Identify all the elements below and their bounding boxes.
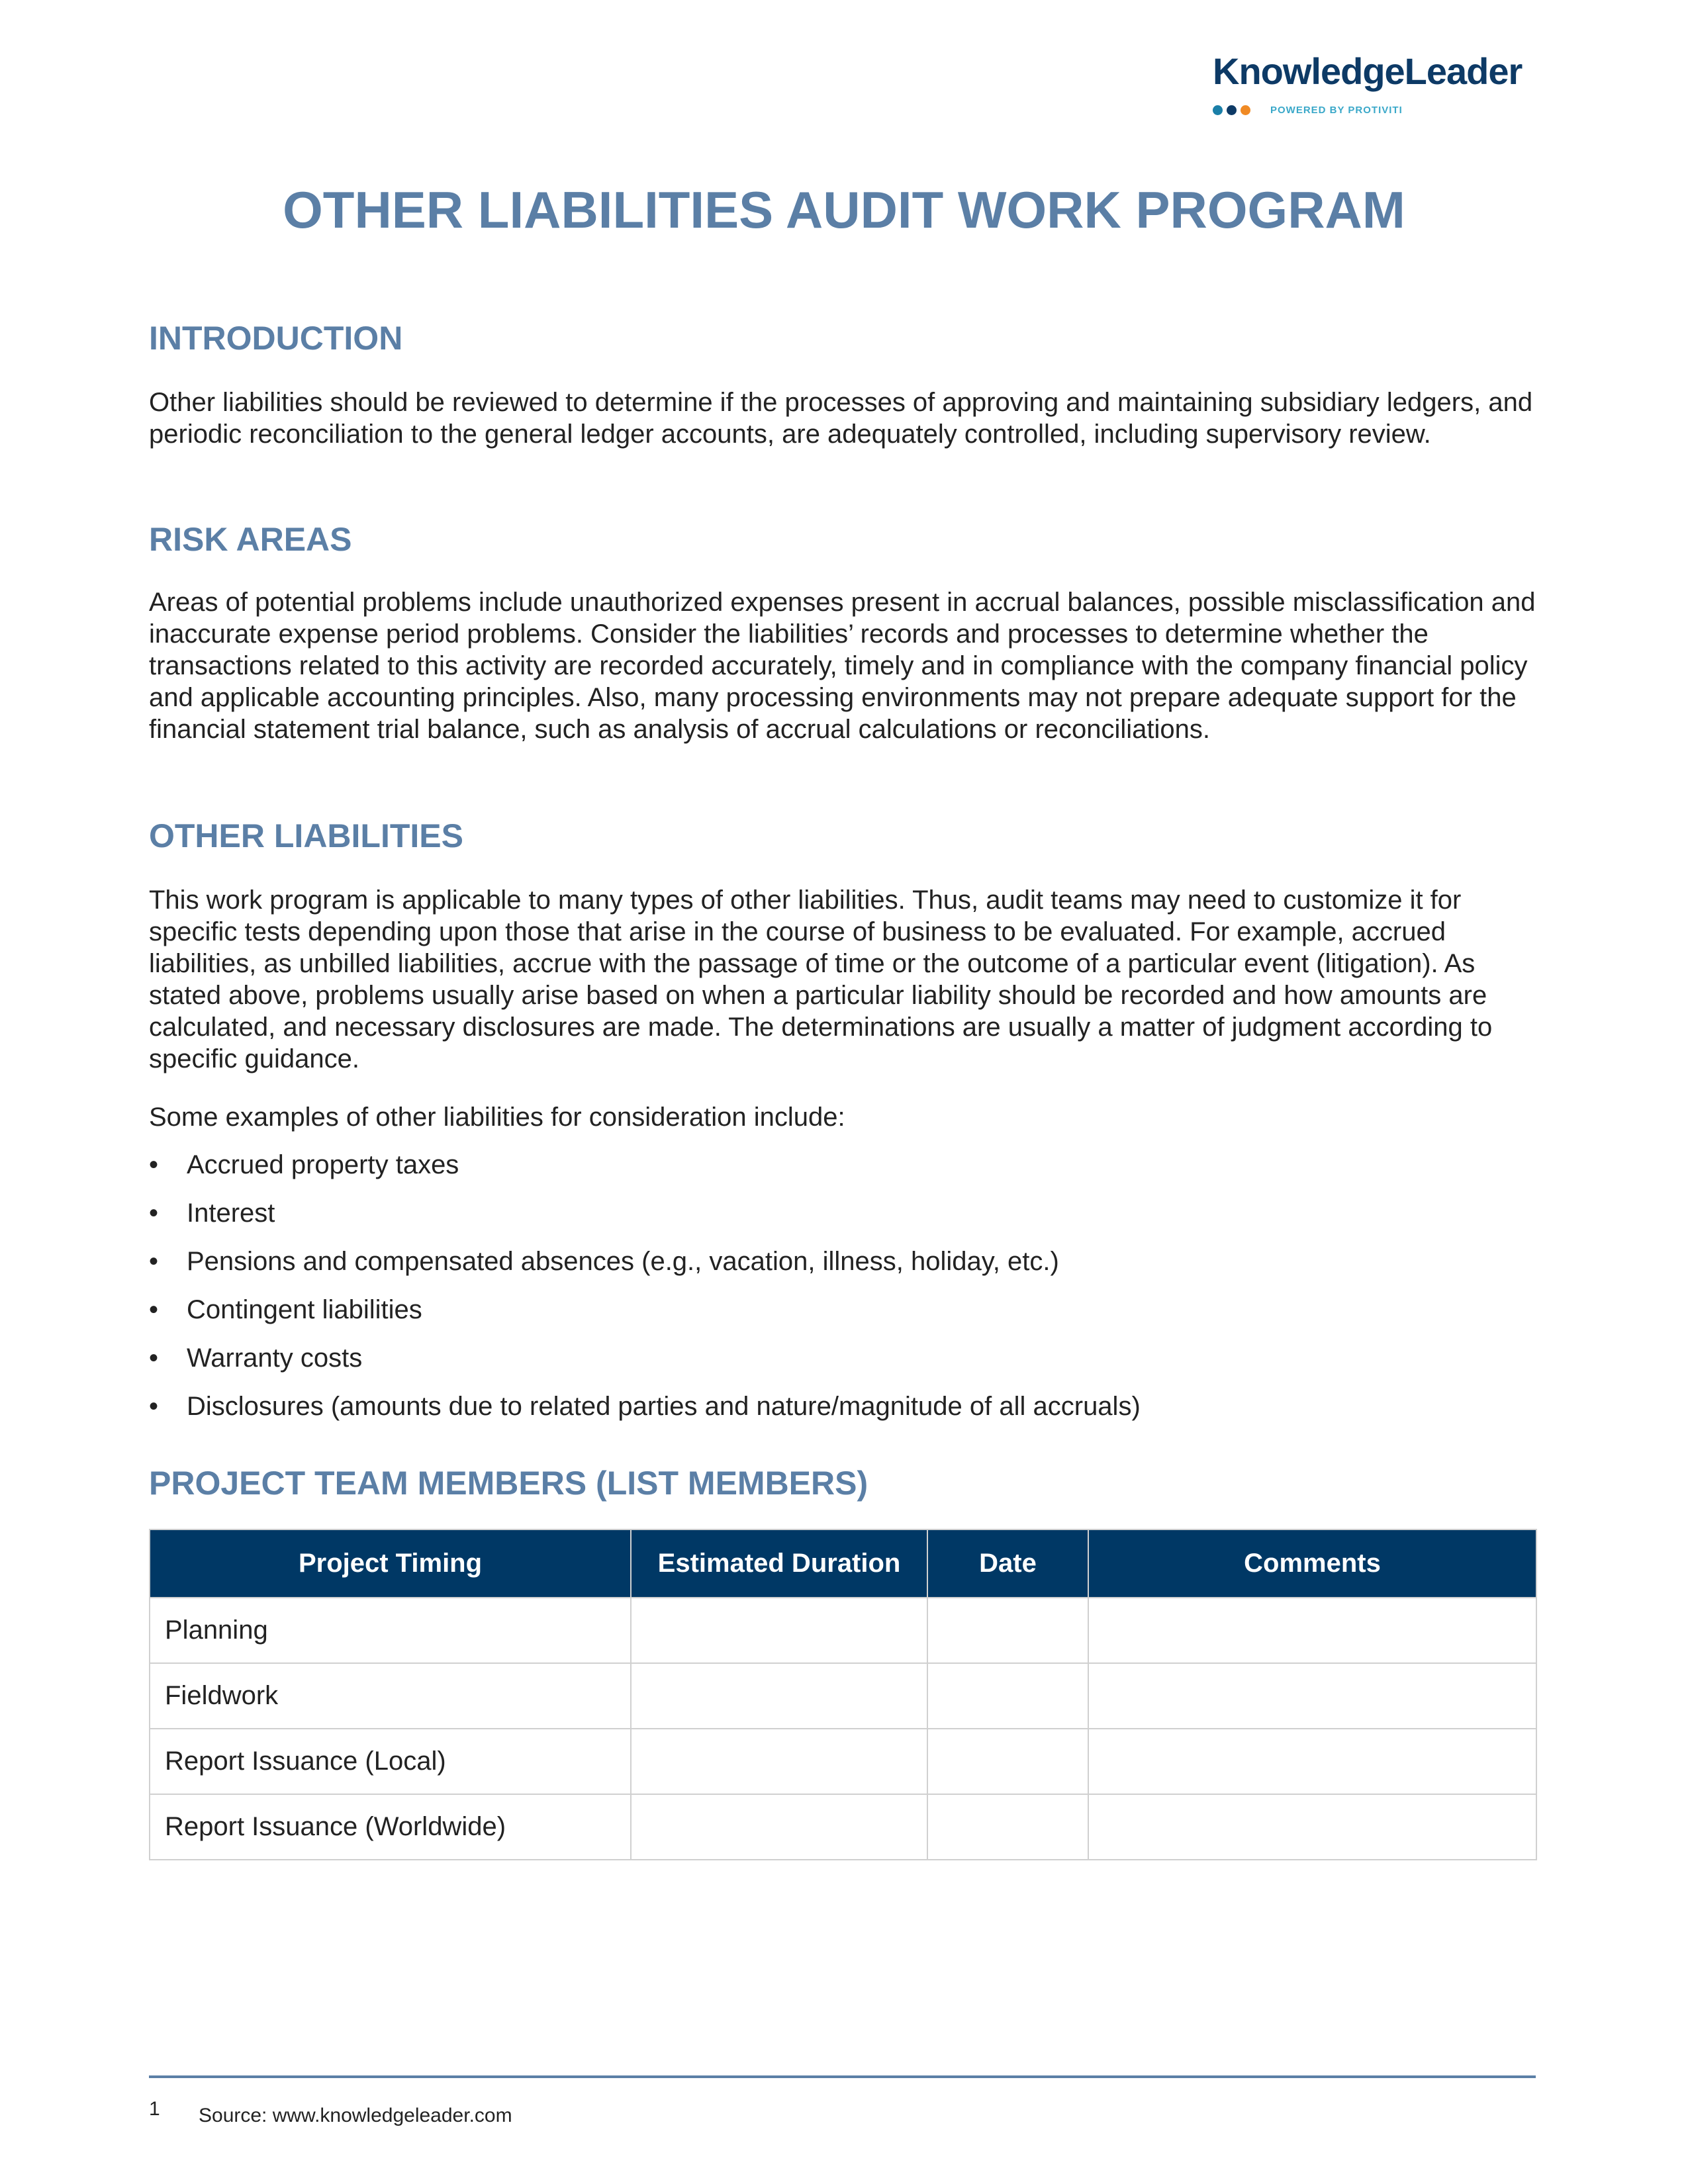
date-cell[interactable] xyxy=(927,1729,1088,1794)
bullet-icon: • xyxy=(149,1295,159,1324)
estimated-duration-cell[interactable] xyxy=(631,1663,927,1729)
list-item-text: Warranty costs xyxy=(187,1343,363,1373)
date-cell[interactable] xyxy=(927,1598,1088,1663)
brand-dot-icon xyxy=(1241,105,1250,115)
examples-intro: Some examples of other liabilities for consideration include: xyxy=(149,1103,845,1132)
estimated-duration-cell[interactable] xyxy=(631,1598,927,1663)
risk-areas-heading: RISK AREAS xyxy=(149,521,352,558)
project-timing-table xyxy=(149,1529,1537,1860)
introduction-body: Other liabilities should be reviewed to determine if the processes of approving and maintaining subsidiary ledgers, and periodic reconciliation to the general ledger accounts, are adequately controlled, including supervisory review. xyxy=(149,388,1533,449)
list-item xyxy=(149,1246,1141,1294)
table-row xyxy=(150,1598,1536,1663)
list-item-text: Accrued property taxes xyxy=(187,1150,459,1179)
project-timing-cell: Report Issuance (Worldwide) xyxy=(150,1794,631,1860)
table-row xyxy=(150,1794,1536,1860)
list-item-text: Contingent liabilities xyxy=(187,1295,422,1324)
project-timing-cell: Planning xyxy=(150,1598,631,1663)
list-item-text: Interest xyxy=(187,1199,275,1228)
list-item-text: Disclosures (amounts due to related parties and nature/magnitude of all accruals) xyxy=(187,1392,1141,1421)
bullet-icon: • xyxy=(149,1199,159,1228)
table-row xyxy=(150,1663,1536,1729)
column-header-project-timing: Project Timing xyxy=(150,1529,631,1598)
column-header-date: Date xyxy=(927,1529,1088,1598)
knowledgeleader-logo xyxy=(1213,50,1530,126)
comments-cell[interactable] xyxy=(1088,1598,1536,1663)
date-cell[interactable] xyxy=(927,1663,1088,1729)
date-cell[interactable] xyxy=(927,1794,1088,1860)
team-heading: PROJECT TEAM MEMBERS (LIST MEMBERS) xyxy=(149,1465,868,1502)
list-item xyxy=(149,1197,1141,1246)
comments-cell[interactable] xyxy=(1088,1663,1536,1729)
source-note: Source: www.knowledgeleader.com xyxy=(199,2105,512,2126)
estimated-duration-cell[interactable] xyxy=(631,1729,927,1794)
brand-name: KnowledgeLeader xyxy=(1213,50,1523,92)
column-header-comments: Comments xyxy=(1088,1529,1536,1598)
bullet-icon: • xyxy=(149,1247,159,1276)
bullet-icon: • xyxy=(149,1392,159,1421)
document-title: OTHER LIABILITIES AUDIT WORK PROGRAM xyxy=(283,181,1405,239)
comments-cell[interactable] xyxy=(1088,1794,1536,1860)
introduction-heading: INTRODUCTION xyxy=(149,320,403,357)
bullet-icon: • xyxy=(149,1343,159,1373)
list-item xyxy=(149,1294,1141,1342)
table-row xyxy=(150,1729,1536,1794)
brand-tagline: POWERED BY PROTIVITI xyxy=(1270,105,1403,116)
estimated-duration-cell[interactable] xyxy=(631,1794,927,1860)
brand-dot-icon xyxy=(1227,105,1237,115)
other-liabilities-body: This work program is applicable to many types of other liabilities. Thus, audit teams may need to customize it for specific tests depending upon those that arise in the course of business to be evaluated. For example, accrued liabilities, as unbilled liabilities, accrue with the passage of time or the outcome of a particular event (litigation). As stated above, problems usually arise based on when a particular liability should be recorded and how amounts are calculated, and necessary disclosures are made. The determinations are usually a matter of judgment according to specific guidance. xyxy=(149,886,1493,1073)
list-item xyxy=(149,1390,1141,1439)
risk-areas-body: Areas of potential problems include unauthorized expenses present in accrual balances, possible misclassification and inaccurate expense period problems. Consider the liabilities’ records and processes to determine whether the transactions related to this activity are recorded accurately, timely and in compliance with the company financial policy and applicable accounting principles. Also, many processing environments may not prepare adequate support for the financial statement trial balance, such as analysis of accrual calculations or reconciliations. xyxy=(149,588,1536,744)
brand-tagline-row xyxy=(1213,105,1403,116)
page-number: 1 xyxy=(149,2098,160,2120)
other-liabilities-heading: OTHER LIABILITIES xyxy=(149,817,463,854)
table-header-row xyxy=(150,1529,1536,1598)
examples-list xyxy=(149,1149,1141,1439)
project-timing-cell: Fieldwork xyxy=(150,1663,631,1729)
list-item xyxy=(149,1342,1141,1390)
bullet-icon: • xyxy=(149,1150,159,1179)
comments-cell[interactable] xyxy=(1088,1729,1536,1794)
project-timing-cell: Report Issuance (Local) xyxy=(150,1729,631,1794)
column-header-estimated-duration: Estimated Duration xyxy=(631,1529,927,1598)
list-item-text: Pensions and compensated absences (e.g., vacation, illness, holiday, etc.) xyxy=(187,1247,1059,1276)
footer-divider xyxy=(149,2075,1536,2078)
list-item xyxy=(149,1149,1141,1197)
brand-dot-icon xyxy=(1213,105,1223,115)
